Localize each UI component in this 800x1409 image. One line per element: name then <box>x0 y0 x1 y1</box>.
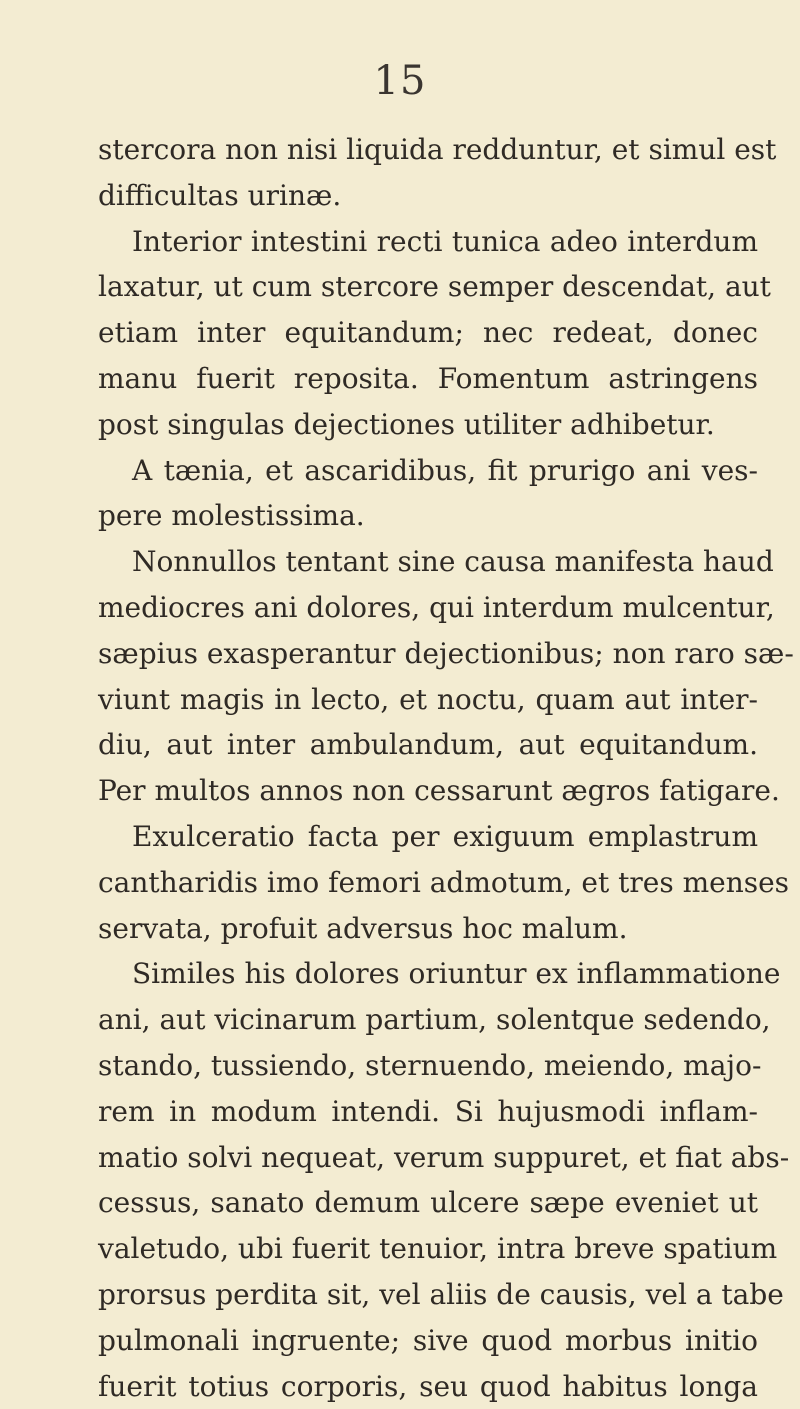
text-line-24: cessus, sanato demum ulcere sæpe eveniet ut <box>98 1186 758 1220</box>
text-line-13: viunt magis in lecto, et noctu, quam aut inter- <box>98 682 758 716</box>
text-line-23: matio solvi nequeat, verum suppuret, et fiat abs- <box>98 1140 790 1174</box>
text-line-6: manu fuerit reposita. Fomentum astringens <box>98 361 758 395</box>
body-text <box>98 127 794 1409</box>
text-line-4: laxatur, ut cum stercore semper descendat, aut <box>98 270 771 304</box>
text-line-2: difficultas urinæ. <box>98 178 342 212</box>
text-line-9: pere molestissima. <box>98 499 365 533</box>
text-line-1: stercora non nisi liquida redduntur, et simul est <box>98 133 777 166</box>
text-line-22: rem in modum intendi. Si hujusmodi inflam- <box>98 1094 758 1128</box>
text-line-15: Per multos annos non cessarunt ægros fatigare. <box>98 774 780 808</box>
text-line-12: sæpius exasperantur dejectionibus; non raro sæ- <box>98 636 794 670</box>
text-line-25: valetudo, ubi fuerit tenuior, intra breve spatium <box>98 1232 778 1266</box>
page-number: 15 <box>373 58 427 104</box>
text-line-7: post singulas dejectiones utiliter adhibetur. <box>98 407 715 441</box>
text-line-10: Nonnullos tentant sine causa manifesta haud <box>132 545 774 579</box>
text-line-21: stando, tussiendo, sternuendo, meiendo, majo- <box>98 1048 762 1082</box>
text-line-16: Exulceratio facta per exiguum emplastrum <box>132 819 758 853</box>
text-line-28: fuerit totius corporis, seu quod habitus longa <box>98 1369 758 1403</box>
text-line-27: pulmonali ingruente; sive quod morbus initio <box>98 1323 758 1357</box>
text-line-26: prorsus perdita sit, vel aliis de causis, vel a tabe <box>98 1277 784 1311</box>
text-line-8: A tænia, et ascaridibus, fit prurigo ani ves- <box>132 453 758 487</box>
text-line-14: diu, aut inter ambulandum, aut equitandum. <box>98 728 758 762</box>
text-line-11: mediocres ani dolores, qui interdum mulcentur, <box>98 590 775 624</box>
text-line-5: etiam inter equitandum; nec redeat, donec <box>98 316 758 350</box>
text-line-19: Similes his dolores oriuntur ex inflammatione <box>132 957 781 991</box>
text-line-20: ani, aut vicinarum partium, solentque sedendo, <box>98 1003 771 1037</box>
text-line-18: servata, profuit adversus hoc malum. <box>98 911 628 945</box>
text-line-3: Interior intestini recti tunica adeo interdum <box>132 224 758 258</box>
text-line-17: cantharidis imo femori admotum, et tres menses <box>98 865 790 899</box>
